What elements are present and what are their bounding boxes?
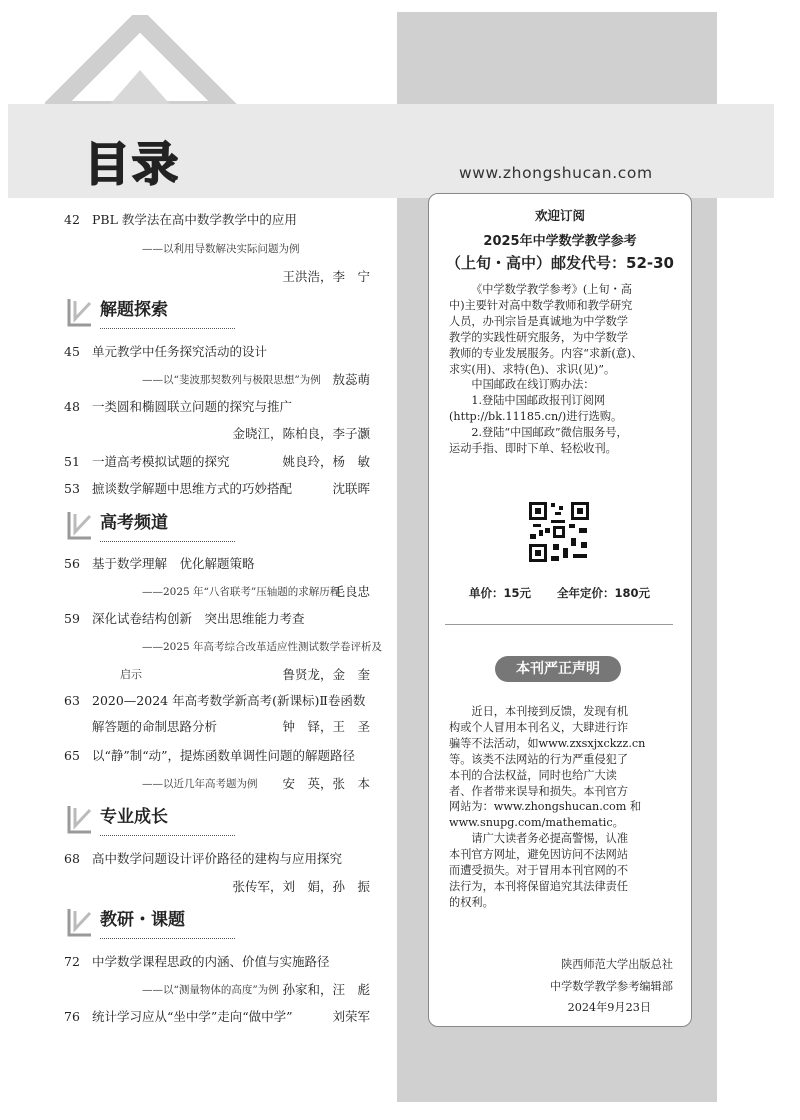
article-authors: 张传军，刘 娟，孙 振	[232, 879, 370, 894]
section-icon	[66, 907, 94, 937]
article-authors: 安 英，张 本	[282, 776, 370, 791]
page-number: 45	[64, 344, 80, 359]
text-line: 本刊官方网址，避免因访问不法网站	[449, 848, 629, 862]
annual-price: 全年定价：180元	[557, 586, 651, 600]
section-title: 专业成长	[100, 807, 168, 827]
page-number: 56	[64, 556, 80, 571]
qr-code-icon[interactable]	[527, 500, 591, 564]
article-title: 统计学习应从“坐中学”走向“做中学”	[92, 1009, 293, 1024]
article-subtitle: ——以利用导数解决实际问题为例	[142, 243, 300, 255]
article-authors: 王洪浩，李 宁	[282, 269, 370, 284]
page-number: 68	[64, 851, 80, 866]
text-line: 教师的专业发展服务。内容“求新(意)、	[449, 346, 643, 360]
article-authors: 毛良忠	[332, 584, 370, 599]
publisher-signature: 陕西师范大学出版总社	[561, 958, 673, 971]
notice-date: 2024年9月23日	[567, 1001, 651, 1014]
text-line: 的权利。	[449, 895, 494, 909]
page-number: 42	[64, 212, 80, 227]
text-line: www.snupg.com/mathematic。	[449, 816, 624, 830]
page-title: 目录	[84, 137, 180, 191]
article-subtitle: ——以“测量物体的高度”为例	[142, 984, 279, 996]
page-number: 72	[64, 954, 80, 969]
divider	[445, 624, 673, 625]
page-number: 76	[64, 1009, 80, 1024]
section-title: 教研・课题	[100, 910, 185, 930]
article-title: 一道高考模拟试题的探究	[92, 454, 230, 469]
section-icon	[66, 510, 94, 540]
article-title: 高中数学问题设计评价路径的建构与应用探究	[92, 851, 343, 866]
text-line: 网站为：www.zhongshucan.com 和	[449, 800, 642, 814]
article-subtitle: ——2025 年“八省联考”压轴题的求解历程	[142, 586, 341, 598]
article-title: 一类圆和椭圆联立问题的探究与推广	[92, 399, 293, 414]
text-line: 法行为，本刊将保留追究其法律责任	[449, 879, 629, 893]
section-rule	[100, 938, 235, 939]
page-number: 51	[64, 454, 80, 469]
journal-year-title: 2025年中学数学教学参考	[483, 234, 637, 249]
text-line: 请广大读者务必提高警惕，认准	[449, 832, 629, 846]
section-title: 高考频道	[100, 513, 168, 533]
article-authors: 孙家和，汪 彪	[282, 982, 370, 997]
text-line: (http://bk.11185.cn/)进行选购。	[449, 410, 623, 424]
article-authors: 钟 铎，王 圣	[282, 719, 370, 734]
article-subtitle: ——以“斐波那契数列与极限思想”为例	[142, 374, 321, 386]
article-title: 以“静”制“动”，提炼函数单调性问题的解题路径	[92, 748, 356, 763]
subscription-text	[449, 282, 675, 457]
text-line: 2.登陆“中国邮政”微信服务号，	[449, 426, 628, 440]
notice-title-badge: 本刊严正声明	[495, 656, 621, 682]
article-authors: 沈联晖	[332, 481, 370, 496]
article-authors: 鲁贤龙，金 奎	[282, 667, 370, 682]
section-icon	[66, 297, 94, 327]
text-line: 1.登陆中国邮政报刊订阅网	[449, 394, 606, 408]
article-authors: 刘荣军	[332, 1009, 370, 1024]
article-title: 中学数学课程思政的内涵、价值与实施路径	[92, 954, 330, 969]
article-subtitle: ——以近几年高考题为例	[142, 778, 258, 790]
article-title: 摭谈数学解题中思维方式的巧妙搭配	[92, 481, 293, 496]
text-line: 而遭受损失。对于冒用本刊官网的不	[449, 864, 629, 878]
text-line: 求实(用)、求特(色)、求识(见)”。	[449, 362, 616, 376]
page-number: 48	[64, 399, 80, 414]
article-title: 深化试卷结构创新 突出思维能力考查	[92, 611, 305, 626]
article-title: PBL 教学法在高中数学教学中的应用	[92, 212, 297, 227]
section-icon	[66, 804, 94, 834]
text-line: 者、作者带来误导和损失。本刊官方	[449, 784, 629, 798]
subscription-box	[428, 193, 692, 1027]
article-title: 基于数学理解 优化解题策略	[92, 556, 255, 571]
page-number: 59	[64, 611, 80, 626]
text-line: 中国邮政在线订购办法：	[449, 378, 595, 392]
postal-code: （上旬・高中）邮发代号：52-30	[446, 254, 674, 272]
text-line: 人员，办刊宗旨是真诚地为中学数学	[449, 314, 629, 328]
text-line: 骗等不法活动，如www.zxsxjxckzz.cn	[449, 736, 646, 750]
triangle-decoration	[45, 15, 245, 110]
page-number: 53	[64, 481, 80, 496]
article-authors: 金晓江，陈柏良，李子灏	[232, 426, 370, 441]
article-subtitle: ——2025 年高考综合改革适应性测试数学卷评析及	[142, 641, 383, 653]
article-authors: 敖蕊萌	[332, 372, 370, 387]
header-url: www.zhongshucan.com	[459, 164, 653, 182]
text-line: 构或个人冒用本刊名义，大肆进行诈	[449, 720, 629, 734]
article-title: 单元教学中任务探究活动的设计	[92, 344, 268, 359]
section-rule	[100, 328, 235, 329]
subscribe-heading: 欢迎订阅	[534, 208, 585, 223]
section-title: 解题探索	[100, 300, 168, 320]
text-line: 中)主要针对高中数学教师和教学研究	[449, 298, 633, 312]
unit-price: 单价：15元	[469, 586, 532, 600]
text-line: 近日，本刊接到反馈，发现有机	[449, 705, 629, 718]
section-rule	[100, 835, 235, 836]
page-number: 63	[64, 693, 80, 708]
notice-text	[449, 704, 675, 911]
article-subtitle-cont: 启示	[120, 668, 142, 681]
article-title: 2020—2024 年高考数学新高考(新课标)Ⅱ卷函数	[92, 693, 366, 708]
article-title-cont: 解答题的命制思路分析	[92, 719, 218, 734]
text-line: 教学的实践性研究服务，为中学数学	[449, 330, 629, 344]
section-rule	[100, 541, 235, 542]
editorial-signature: 中学数学教学参考编辑部	[549, 980, 673, 993]
text-line: 运动手指、即时下单、轻松收刊。	[449, 442, 617, 456]
text-line: 等。该类不法网站的行为严重侵犯了	[449, 752, 629, 766]
text-line: 《中学数学教学参考》(上旬・高	[471, 283, 632, 296]
page-number: 65	[64, 748, 80, 763]
text-line: 本刊的合法权益，同时也给广大读	[449, 768, 617, 782]
article-authors: 姚良玲，杨 敏	[282, 454, 370, 469]
